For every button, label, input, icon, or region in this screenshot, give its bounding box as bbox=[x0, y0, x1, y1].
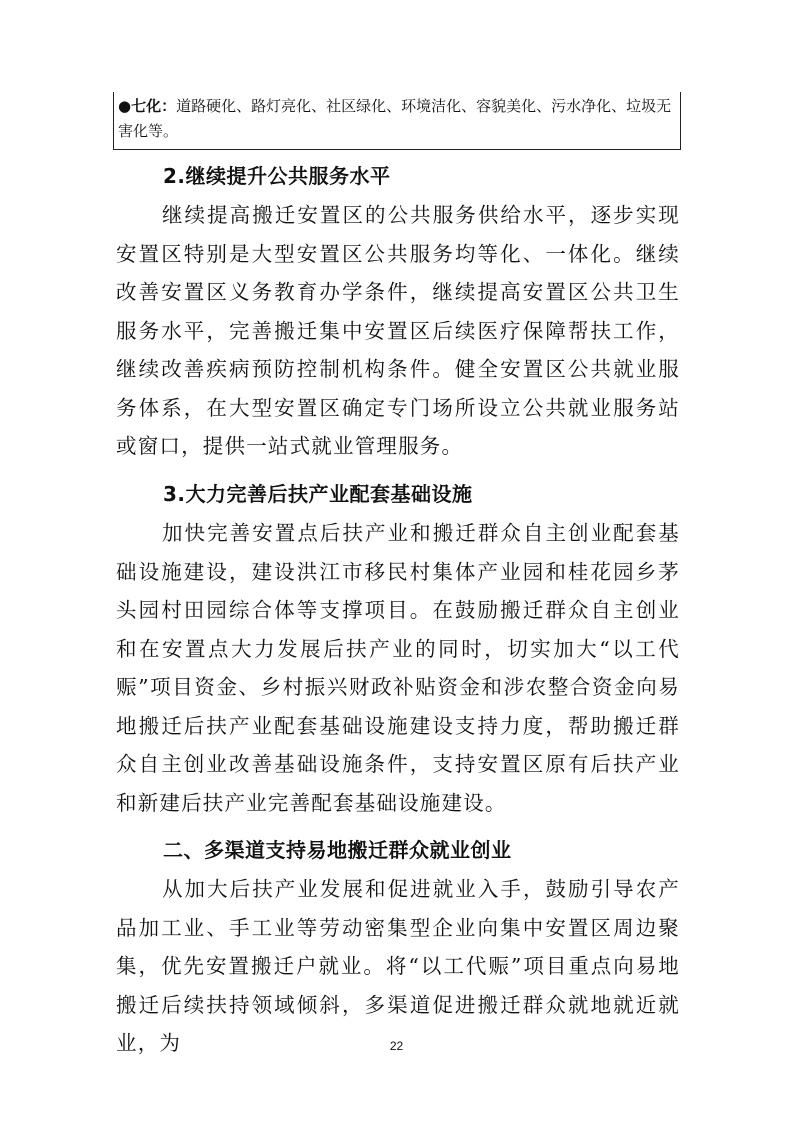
note-lead: 七化： bbox=[131, 97, 177, 115]
seven-transformations-note bbox=[113, 92, 681, 150]
paragraph-employment: 从加大后扶产业发展和促进就业入手，鼓励引导农产品加工业、手工业等劳动密集型企业向集中安置区周边聚集，优先安置搬迁户就业。将“以工代赈”项目重点向易地搬迁后续扶持领域倾斜，多渠道促进搬迁群众就地就近就业，为 bbox=[116, 877, 680, 1055]
section-heading-infrastructure: 3.大力完善后扶产业配套基础设施 bbox=[163, 482, 473, 506]
note-text: 道路硬化、路灯亮化、社区绿化、环境洁化、容貌美化、污水净化、垃圾无害化等。 bbox=[118, 97, 672, 140]
page-number: 22 bbox=[389, 1039, 404, 1053]
bullet-icon: ● bbox=[118, 97, 132, 115]
section-heading-public-services: 2.继续提升公共服务水平 bbox=[163, 164, 391, 188]
paragraph-public-services: 继续提高搬迁安置区的公共服务供给水平，逐步实现安置区特别是大型安置区公共服务均等化、一体化。继续改善安置区义务教育办学条件，继续提高安置区公共卫生服务水平，完善搬迁集中安置区后续医疗保障帮扶工作，继续改善疾病预防控制机构条件。健全安置区公共就业服务体系，在大型安置区确定专门场所设立公共就业服务站或窗口，提供一站式就业管理服务。 bbox=[116, 203, 680, 458]
paragraph-infrastructure: 加快完善安置点后扶产业和搬迁群众自主创业配套基础设施建设，建设洪江市移民村集体产业园和桂花园乡茅头园村田园综合体等支撑项目。在鼓励搬迁群众自主创业和在安置点大力发展后扶产业的同时，切实加大“以工代赈”项目资金、乡村振兴财政补贴资金和涉农整合资金向易地搬迁后扶产业配套基础设施建设支持力度，帮助搬迁群众自主创业改善基础设施条件，支持安置区原有后扶产业和新建后扶产业完善配套基础设施建设。 bbox=[116, 521, 680, 815]
section-heading-employment: 二、多渠道支持易地搬迁群众就业创业 bbox=[163, 838, 512, 862]
